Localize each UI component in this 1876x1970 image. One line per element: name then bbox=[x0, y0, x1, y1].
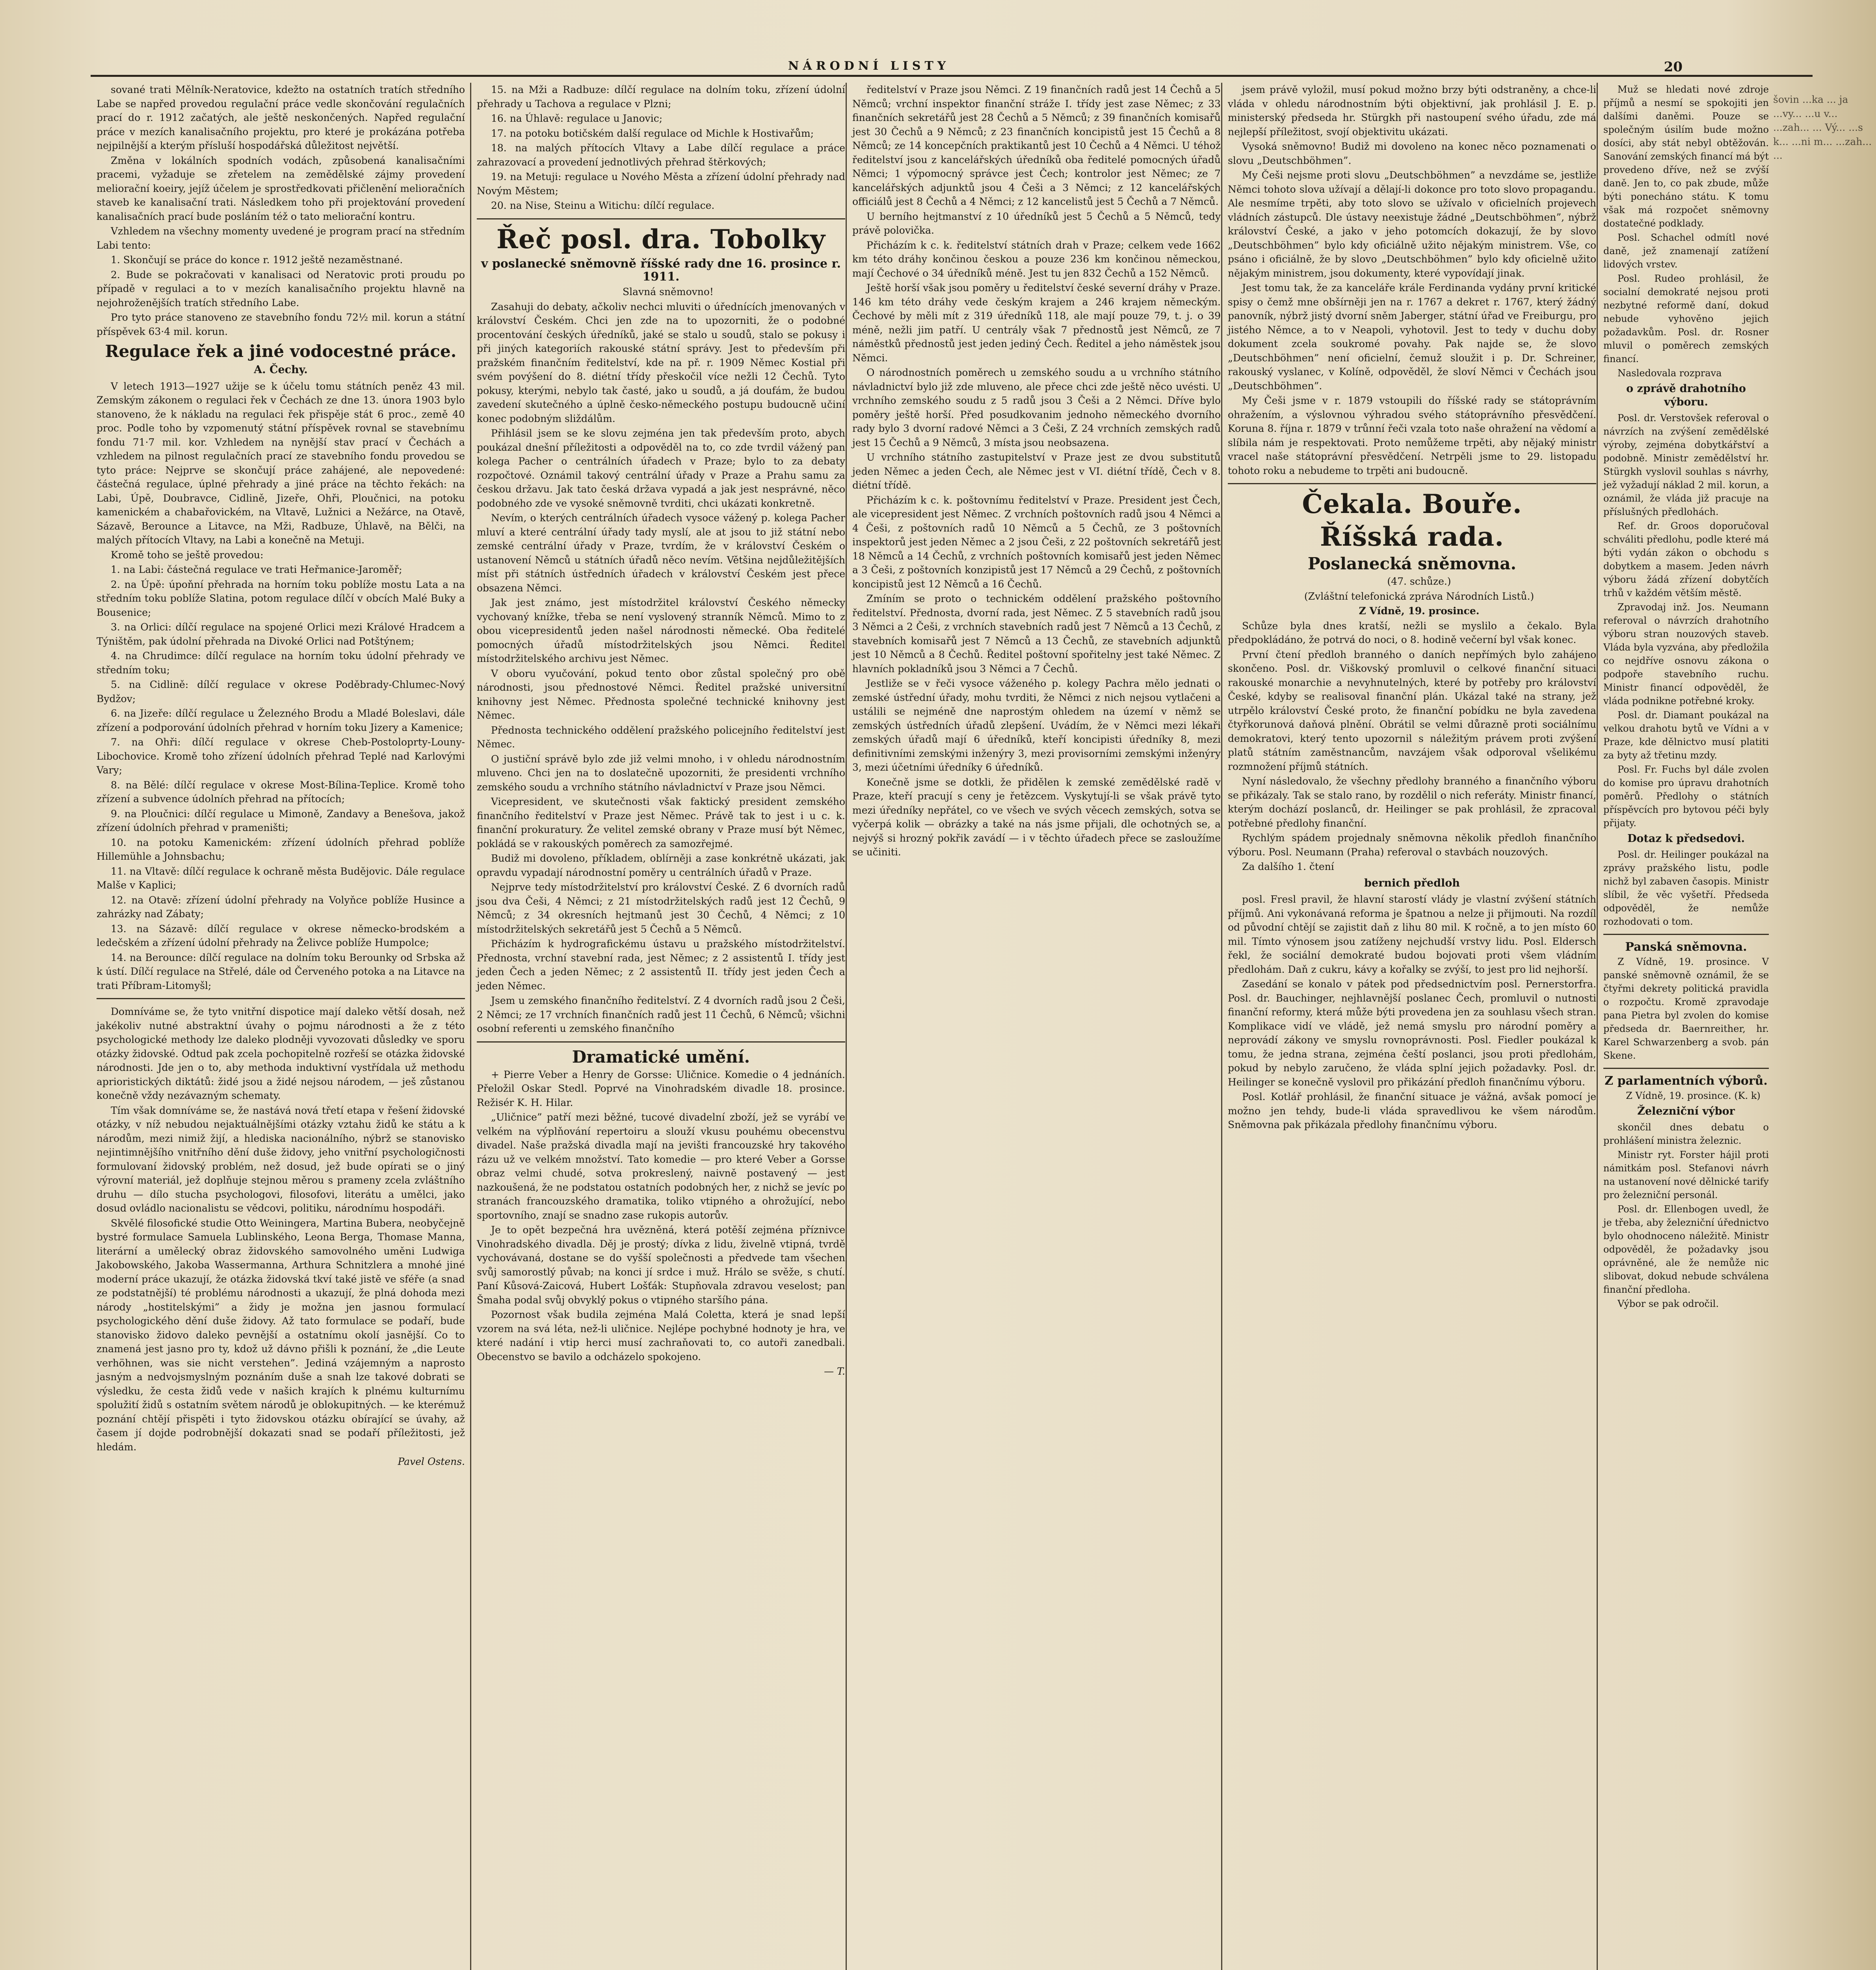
session-number: (47. schůze.) bbox=[1387, 576, 1451, 587]
paragraph: 17. na potoku botičském další regulace od Michle k Hostivařům; bbox=[491, 127, 814, 139]
headline-poslanecka: Poslanecká sněmovna. bbox=[1307, 554, 1517, 574]
paragraph: sované trati Mělník-Neratovice, kdežto na ostatních tratích středního Labe se napřed provedou regulační práce vedle skončování regulačních prací do r. 1912 začatých, ale ještě neskončených. Napřed regulační práce v mezích kanalisačního projektu, pro které je prokázána potřeba nejpilnější a kterým přísluší hospodářská důležitost největší. bbox=[97, 84, 465, 151]
paragraph: Přicházím k c. k. poštovnímu ředitelství v Praze. President jest Čech, ale vicepresident jest Němec. Z vrchních poštovních radů jsou 4 Němci a 4 Češi, z poštovních radů 10 Němců a 5 Čechů, ze 3 poštovních inspektorů jest jeden Němec a 2 jsou Češi, z 22 poštovních sekretářů jest 18 Němců a 14 Čechů, z vrchních poštovních komisařů jest jeden Němec a 3 Češi, z poštovních konzipistů jest 17 Němců a 29 Čechů, z poštovních koncipistů jest 12 Němců a 16 Čechů. bbox=[852, 494, 1221, 590]
subheadline-speech: v poslanecké sněmovně říšské rady dne 16. prosince r. 1911. bbox=[481, 257, 841, 284]
column-rule bbox=[846, 83, 847, 1970]
paragraph: My Češi jsme v r. 1879 vstoupili do říšské rady se státoprávním ohražením, a výslovnou výhradou svého státoprávního přesvědčení. Koruna 8. října r. 1879 v trůnní řeči vzala toto naše ohražení na vědomí a slíbila nám je respektovati. Proto nemůžeme trpěti, aby nějaký ministr vracel naše státoprávní přesvědčení. Netrpěli jsme to 29. listopadu tohoto roku a nebudeme to trpěti ani budoucně. bbox=[1228, 395, 1596, 476]
paragraph: 1. Skončují se práce do konce r. 1912 ještě nezaměstnané. bbox=[111, 254, 403, 266]
paragraph: Přednosta technického oddělení pražského policejního ředitelství jest Němec. bbox=[477, 724, 845, 750]
divider bbox=[1603, 1068, 1769, 1069]
paragraph: 4. na Chrudimce: dílčí regulace na horním toku údolní přehrady ve středním toku; bbox=[97, 650, 465, 676]
paragraph: Domníváme se, že tyto vnitřní dispotice mají daleko větší dosah, než jakékoliv nutné abstraktní úvahy o pojmu národnosti a že z této psychologické methody lze daleko plodněji vyvozovati důsledky ve sporu otázky židovské. Odtud pak zcela pochopitelně rozřeší se otázka židovské národnosti. Jde jen o to, aby methoda induktivní vystřídala už methodu aprioristických diktátů: židé jsou a židé nejsou národem, — ješ zůstanou konečně vždy nezávazným schematy. bbox=[97, 1006, 465, 1102]
paragraph: 16. na Úhlavě: regulace u Janovic; bbox=[491, 113, 663, 124]
paragraph: Posl. dr. Diamant poukázal na velkou drahotu bytů ve Vídni a v Praze, kde dělnictvo musí platiti za byty až třetinu mzdy. bbox=[1603, 710, 1769, 761]
subheading-bernich: bernich předloh bbox=[1364, 877, 1460, 889]
paragraph: Posl. dr. Heilinger poukázal na zprávy pražského listu, podle nichž byl zabaven časopis. Ministr slíbil, že věc vyšetří. Předseda odpověděl, že nemůže rozhodovati o tom. bbox=[1603, 849, 1769, 927]
paragraph: Je to opět bezpečná hra uvězněná, která potěší zejména příznivce Vinohradského divadla. Děj je prostý; dívka z lidu, živelně vtipná, tvrdě vychovávaná, dostane se do vyšší společnosti a předvede tam všechen svůj samorostlý půvab; na konci jí srdce i muž. Hrálo se svěže, s chutí. Paní Kůsová-Zaicová, Hubert Lošťák: Stupňovala zdravou veselost; pan Šmaha podal svůj obvyklý pokus o vtipného staršího pána. bbox=[477, 1224, 845, 1306]
session-dateline: Z Vídně, 19. prosince. bbox=[1359, 605, 1480, 617]
speech-salutation: Slavná sněmovno! bbox=[623, 286, 714, 298]
paragraph: Posl. dr. Ellenbogen uvedl, že je třeba, aby železniční úřednictvo bylo ohodnoceno náležitě. Ministr odpověděl, že požadavky jsou oprávněné, ale že nemůže nic slibovat, dokud nebude schválena finanční předloha. bbox=[1603, 1204, 1769, 1295]
paragraph: skončil dnes debatu o prohlášení ministra železnic. bbox=[1603, 1122, 1769, 1146]
article-body bbox=[852, 83, 1221, 859]
subheading-zeleznicni: Železniční výbor bbox=[1637, 1105, 1735, 1117]
paragraph: Posl. Kotlář prohlásil, že finanční situace je vážná, avšak pomocí je možno jen tehdy, bude-li vláda spravedlivou ke všem národům. Sněmovna pak přikázala předlohy finančnímu výboru. bbox=[1228, 1091, 1596, 1131]
paragraph: Muž se hledati nové zdroje příjmů a nesmí se spokojiti jen dalšími daněmi. Pouze se společným úsilím bude možno dosíci, aby stát nebyl obtěžován. Sanování zemských financí má být provedeno dříve, než se zvýší daně. Jen to, co pak zbude, může býti ponecháno státu. K tomu však má rozpočet sněmovny dostatečné podklady. bbox=[1603, 84, 1769, 229]
article-body bbox=[1603, 411, 1769, 830]
column-3 bbox=[852, 83, 1221, 860]
paragraph: 11. na Vltavě: dílčí regulace k ochraně města Budějovic. Dále regulace Malše v Kaplici; bbox=[97, 865, 465, 891]
paragraph: Nevím, o kterých centrálních úřadech vysoce vážený p. kolega Pacher mluví a které centrální úřady tady myslí, ale at jsou to již státní nebo zemské centrální úřady v Praze, tvrdím, že v království Českém o ustanovení Němců u státních úřadů něco nevím. Většina nejdůležitějších míst při státních ústředních úřadech v království Českém jest přece obsazena Němci. bbox=[477, 512, 845, 594]
paragraph: V oboru vyučování, pokud tento obor zůstal společný pro obě národnosti, jsou přednostové Němci. Ředitel pražské universitní knihovny jest Němec. Přednosta společné technické knihovny jest Němec. bbox=[477, 667, 845, 721]
article-body bbox=[1228, 892, 1596, 1132]
paragraph: 6. na Jizeře: dílčí regulace u Železného Brodu a Mladé Boleslavi, dále zřízení a podporování údolních přehrad v horním toku Jizery a Kamenice; bbox=[97, 708, 465, 733]
paragraph: Za dalšího 1. čtení bbox=[1242, 861, 1334, 873]
paragraph: Z Vídně, 19. prosince. V panské sněmovně oznámil, že se čtyřmi dekrety politická pravidla o rozpočtu. Kromě zpravodaje pana Pietra byl zvolen do komise předseda dr. Baernreither, hr. Karel Schwarzenberg a svob. pán Skene. bbox=[1603, 956, 1769, 1061]
paragraph: 2. Bude se pokračovati v kanalisaci od Neratovic proti proudu po případě v regulaci a to v mezích kanalisačního projektu hlavně na nejohroženějších tratích středního Labe. bbox=[97, 269, 465, 309]
paragraph: Konečně jsme se dotkli, že přidělen k zemské zemědělské radě v Praze, kteří pracují s ceny je řetězcem. Vyskytují-li se však právě tyto mezi úředníky nepřátel, co ve všech ve svých věcech zemských, sotva se vyčerpá kolik — obrázky a také na nás jsme přijali, dle ochotných se, a nejvýš si hrozný pokřik zavádí — i v těchto úřadech přece se zasloužíme se učiniti. bbox=[852, 776, 1221, 858]
paragraph: 20. na Nise, Steinu a Witichu: dílčí regulace. bbox=[491, 200, 715, 211]
headline-panska: Panská sněmovna. bbox=[1625, 940, 1747, 954]
paragraph: Nasledovala rozprava bbox=[1618, 368, 1722, 379]
headline-cekala: Čekala. Bouře. bbox=[1302, 489, 1522, 519]
headline-regulace: Regulace řek a jiné vodocestné práce. bbox=[105, 342, 457, 361]
article-body bbox=[97, 379, 465, 993]
paragraph: Pro tyto práce stanoveno ze stavebního fondu 72½ mil. korun a státní příspěvek 63·4 mil. korun. bbox=[97, 312, 465, 337]
paragraph: ředitelství v Praze jsou Němci. Z 19 finančních radů jest 14 Čechů a 5 Němců; vrchní inspektor finanční stráže I. třídy jest zase Němec; z 33 finančních sekretářů jest 28 Čechů a 5 Němců; z 39 finančních komisařů jest 30 Čechů a 9 Němců; z 23 finančních koncipistů jest 15 Čechů a 8 Němců; ze 14 koncepčních praktikantů jest 10 Čechů a 4 Němci. U téhož ředitelství jsou z kancelářských úředníků oba ředitelé pomocných úřadů Němci; 1 výpomocný správce jest Čech; kontrolor jest Němec; ze 7 kancelářských adjunktů jsou 4 Češi a 3 Němci; z 12 kancelářských officiálů jest 8 Čechů a 4 Němci; z 12 kancelistů jest 5 Čechů a 7 Němců. bbox=[852, 84, 1221, 207]
article-body bbox=[477, 1068, 845, 1364]
paragraph: Posl. dr. Verstovšek referoval o návrzích na zvýšení zemědělské výroby, zejména dobytkářství a podobně. Ministr zemědělství hr. Stürgkh vyslovil souhlas s návrhy, jež vyžadují náklad 2 mil. korun, a oznámil, že vláda již pracuje na příslušných předlohách. bbox=[1603, 413, 1769, 517]
column-2 bbox=[477, 83, 845, 1379]
paragraph: My Češi nejsme proti slovu „Deutschböhmen” a nevzdáme se, jestliže Němci tohoto slova užívají a dělají-li dokonce pro toto slovo propagandu. Ale nesmíme trpěti, aby toto slovo se užívalo v oficielních projevech vládních zástupců. Dle ústavy neexistuje žádné „Deutschböhmen”, nýbrž království České, a jako v jeho potomcích dokazují, že by slovo „Deutschböhmen” bylo kdy oficiálně užito nějakým ministrem. Vše, co psáno i oficiálně, že by slovo „Deutschböhmen” bylo kdy oficielně užito nějakým ministrem, jsou dokumenty, které vypovídají jinak. bbox=[1228, 169, 1596, 279]
paragraph: Přicházím k c. k. ředitelství státních drah v Praze; celkem vede 1662 km této dráhy končinou českou a pouze 236 km končinou německou, mají Čechové o 34 úředníků méně. Jest tu jen 832 Čechů a 152 Němců. bbox=[852, 239, 1221, 279]
paragraph: 7. na Ohři: dílčí regulace v okrese Cheb-Postoloprty-Louny-Libochovice. Kromě toho zřízení údolních přehrad Teplé nad Karlovými Vary; bbox=[97, 736, 465, 776]
article-body bbox=[97, 83, 465, 338]
column-5 bbox=[1603, 83, 1769, 1311]
divider bbox=[1228, 483, 1596, 484]
session-source: (Zvláštní telefonická zpráva Národních Listů.) bbox=[1304, 590, 1534, 602]
paragraph: Nyní následovalo, že všechny předlohy branného a finančního výboru se přikázaly. Tak se stalo rano, by rozdělil o nich referáty. Ministr financí, kterým dochází poslanců, dr. Heilinger se pak prohlásil, že zpracoval potřebné předlohy finanční. bbox=[1228, 775, 1596, 829]
column-rule bbox=[1221, 83, 1222, 1970]
article-body bbox=[1228, 619, 1596, 874]
paragraph: Posl. Fr. Fuchs byl dále zvolen do komise pro úpravu drahotních poměrů. Předlohy o státních příspěvcích pro bytovou péči byly přijaty. bbox=[1603, 764, 1769, 829]
headline-parlamentni-vybory: Z parlamentních výborů. bbox=[1605, 1074, 1768, 1088]
paragraph: Jak jest známo, jest místodržitel království Českého německy vychovaný knížke, třeba se není vyslovený stranník Němců. Mimo to z obou vicepresidentů jeden našel národnosti německé. Oba ředitelé pomocných úřadů místodržitelských jsou Němci. Ředitel místodržitelského archivu jest Němec. bbox=[477, 597, 845, 665]
paragraph: Nejprve tedy místodržitelství pro království České. Z 6 dvorních radů jsou dva Češi, 4 Němci; z 21 místodržitelských radů jest 12 Čechů, 9 Němců; z 34 okresních hejtmanů jest 30 Čechů, 4 Němci; z 10 místodržitelských sekretářů jest 5 Čechů a 5 Němců. bbox=[477, 881, 845, 935]
article-body bbox=[97, 1005, 465, 1454]
paragraph: Posl. Rudeo prohlásil, že socialní demokraté nejsou proti nezbytné reformě daní, dokud nebude vyhověno jejich požadavkům. Posl. dr. Rosner mluvil o poměrech zemských financí. bbox=[1603, 273, 1769, 364]
article-body bbox=[477, 300, 845, 1036]
paragraph: 18. na malých přítocích Vltavy a Labe dílčí regulace a práce zahrazovací a provedení jednotlivých přehrad štěrkových; bbox=[477, 142, 845, 168]
paragraph: U berního hejtmanství z 10 úředníků jest 5 Čechů a 5 Němců, tedy právě polovička. bbox=[852, 210, 1221, 236]
paragraph: Ještě horší však jsou poměry u ředitelství české severní dráhy v Praze. 146 km této dráhy vede českým krajem a 246 krajem německým. Čechové by měli mít z 319 úředníků 118, ale mají pouze 79, t. j. o 39 méně, nežli jim patří. U centrály však 7 přednostů jest Němců, ze 7 náměstků přednostů jest jeden jediný Čech. Ředitel a jeho náměstek jsou Němci. bbox=[852, 282, 1221, 364]
paragraph: Výbor se pak odročil. bbox=[1618, 1298, 1719, 1309]
paragraph: 19. na Metuji: regulace u Nového Města a zřízení údolní přehrady nad Novým Městem; bbox=[477, 171, 845, 197]
column-1 bbox=[97, 83, 465, 1470]
paragraph: 1. na Labi: částečná regulace ve trati Heřmanice-Jaroměř; bbox=[111, 564, 402, 576]
paragraph: Vysoká sněmovno! Budiž mi dovoleno na konec něco poznamenati o slovu „Deutschböhmen”. bbox=[1228, 141, 1596, 166]
masthead bbox=[91, 59, 1813, 77]
paragraph: Rychlým spádem projednaly sněmovna několik předloh finančního výboru. Posl. Neumann (Praha) referoval o stavbách nouzových. bbox=[1228, 832, 1596, 858]
parl-dateline: Z Vídně, 19. prosince. (K. k) bbox=[1626, 1090, 1761, 1101]
paragraph: 10. na potoku Kamenickém: zřízení údolních přehrad poblíže Hillemühle a Johnsbachu; bbox=[97, 836, 465, 862]
paragraph: Vicepresident, ve skutečnosti však faktický president zemského finančního ředitelství v Praze jest Němec. Právě tak to jest i u c. k. finanční prokuratury. Že velitel zemské obrany v Praze musí být Němec, pokládá se v rakouských poměrech za samozřejmé. bbox=[477, 796, 845, 849]
paragraph: 3. na Orlici: dílčí regulace na spojené Orlici mezi Králové Hradcem a Týništěm, pak údolní přehrada na Divoké Orlici nad Potštýnem; bbox=[97, 621, 465, 647]
paragraph: 12. na Otavě: zřízení údolní přehrady na Volyňce poblíže Husince a zahrázky nad Zábaty; bbox=[97, 894, 465, 920]
paragraph: Tím však domníváme se, že nastává nová třetí etapa v řešení židovské otázky, v níž nebudou nejaktuálnějšími otázky vztahu židů ke státu a k národům, mezi nimiž žijí, a hlediska nacionálního, nýbrž se stanovisko nejintimnějšího vnitřního dění duše židovy, jeho vnitřní psychologičnosti formulovaní židovský problém, než dosud, jež bude opírati se o jiný výrovní materiál, jež doplňuje stejnou měrou s prameny zcela zvláštního druhu — dílo stucha psychologovi, filosofovi, literátu a umělci, jako dosud ovládlo nacionalistu se vědcovi, politiku, národnímu hospodáři. bbox=[97, 1104, 465, 1214]
paragraph: Pozornost však budila zejména Malá Coletta, která je snad lepší vzorem na svá léta, než-li uličnice. Nejlépe pochybné hodnoty je hra, ve které nadání i vtip herci musí zachraňovati to, co autoři zanedbali. Obecenstvo se bavilo a odcházelo spokojeno. bbox=[477, 1309, 845, 1362]
paragraph: 13. na Sázavě: dílčí regulace v okrese německo-brodském a ledečském a zřízení údolní přehrady na Želivce poblíže Humpolce; bbox=[97, 923, 465, 949]
paragraph: Skvělé filosofické studie Otto Weiningera, Martina Bubera, neobyčejně bystré formulace Samuela Lublinského, Leona Berga, Thomase Manna, literární a umělecký obraz židovského samovolného uměni Ludwiga Jakobowského, Jakoba Wassermanna, Arthura Schnitzlera a mnohé jiné moderní práce ukazují, že otázka židovská tkví také jistě ve sféře (a snad ze podstatnější) té problému národnosti a ukazují, že plná dohoda mezi národy „hostitelskými” a židy je možna jen jasnou formulací psychologického dění duše židovy. Až tato formulace se podaří, bude stanovisko židovo daleko pevnější a ostatnímu okolí jasnější. Co to znamená jest jasno pro ty, kdož už dávno přišli k poznání, že „die Leute verhöhnen, was sie nicht verstehen”. Jediná vzájemným a naprosto jasným a nedvojsmyslným poznáním duše a snah lze takové dobrati se výsledku, že cesta židů vede v našich krajích k plnému kulturnímu spolužití židů s ostatním světem národů je oblokupitných. — ke kterémuž poznání chtějí přispěti i tyto židovskou otázku obírající se úvahy, až časem jí dojde podrobnější dokazati snad se podaří příležitosti, jež hledám. bbox=[97, 1217, 465, 1453]
article-body bbox=[1603, 83, 1769, 380]
paragraph: 15. na Mži a Radbuze: dílčí regulace na dolním toku, zřízení údolní přehrady u Tachova a regulace v Plzni; bbox=[477, 84, 845, 110]
paragraph: Vzhledem na všechny momenty uvedené je program prací na středním Labi tento: bbox=[97, 225, 465, 251]
paragraph: V letech 1913—1927 užije se k účelu tomu státních peněz 43 mil. Zemským zákonem o regulaci řek v Čechách ze dne 13. února 1903 bylo stanoveno, že k nákladu na regulaci řek přispěje stát 6 proc., země 40 proc. Podle toho by vzpomenutý státní příspěvek rovnal se stavebnímu fondu 71·7 mil. kor. Vzhledem na nynější stav prací v Čechách a vzhledem na pilnost regulačních prací ze stavebního fondu provedou se tyto práce: Nejprve se skončují práce zahájené, ale nepovedené: částečná regulace, úplné přehrady a jiné práce na těchto řekách: na Labi, Úpě, Doubravce, Cidlině, Jizeře, Ohři, Ploučnici, na potoku kamenickém a chabařovickém, na Vltavě, Lužnici a Nežárce, na Otavě, Sázavě, Berounce a Litavce, na Mži, Radbuze, Úhlavě, na Bělči, na malých přítocích Vltavy, na Labi a konečně na Metuji. bbox=[97, 380, 465, 546]
article-body bbox=[1603, 1121, 1769, 1310]
column-rule bbox=[1597, 83, 1598, 1970]
paragraph: posl. Fresl pravil, že hlavní starostí vlády je vlastní zvýšení státních příjmů. Ani vykonávaná reforma je špatnou a nelze ji přijmouti. Na rozdíl od původní chtějí se zajistit daň z lihu 80 mil. K ročně, a to jen místo 60 mil. Tímto výnosem jsou zatíženy nejchudší vrstvy lidu. Posl. Eldersch řekl, že sociální demokraté budou bojovati proti všem vládním předlohám. Daň z cukru, kávy a kořalky se zvýší, to jest pro lid nejhorší. bbox=[1228, 894, 1596, 975]
column-rule bbox=[470, 83, 471, 1970]
paragraph: 2. na Úpě: úpoňní přehrada na horním toku poblíže mostu Lata a na středním toku poblíže Slatina, potom regulace dílčí v obcích Malé Buky a Bousenice; bbox=[97, 578, 465, 618]
page-number: 20 bbox=[1664, 59, 1683, 75]
article-body bbox=[477, 83, 845, 213]
headline-theater: Dramatické umění. bbox=[572, 1047, 750, 1067]
paragraph: Zpravodaj inž. Jos. Neumann referoval o návrzích drahotního výboru stran nouzových staveb. Vláda byla vyzvána, aby předložila co nejdříve osnovu zákona o podpoře stavebního ruchu. Ministr financí odpověděl, že vláda podnikne potřebné kroky. bbox=[1603, 602, 1769, 706]
paragraph: O justiční správě bylo zde již velmi mnoho, i v ohledu národnostním mluveno. Chci jen na to doslatečně upozorniti, že presidenti vrchního zemského soudu a vrchního státního návladnictví v Praze jsou Němci. bbox=[477, 753, 845, 793]
paragraph: 9. na Ploučnici: dílčí regulace u Mimoně, Zandavy a Benešova, jakož zřízení údolních přehrad v prameništi; bbox=[97, 808, 465, 834]
article-body bbox=[1228, 83, 1596, 478]
paragraph: Jsem u zemského finančního ředitelství. Z 4 dvorních radů jsou 2 Češi, 2 Němci; ze 17 vrchních finančních radů jest 11 Čechů, 6 Němců; všichni osobní referenti u zemského finančního bbox=[477, 995, 845, 1035]
divider bbox=[477, 1041, 845, 1043]
paragraph: Přihlásil jsem se ke slovu zejména jen tak především proto, abych poukázal dnešní příležitosti a odpověděl na to, co zde tvrdil vážený pan kolega Pacher o centrálních úřadech v Praze; bylo to za debaty rozpočtové. Oznámil takový centrální úřady v Praze a Prahu samu za českou državu. Jak tato česká država vypadá a jak jest nesprávné, něco podobného zde ve vysoké sněmovně tvrditi, chci ukázati konkretně. bbox=[477, 427, 845, 509]
paragraph: 5. na Cidlině: dílčí regulace v okrese Poděbrady-Chlumec-Nový Bydžov; bbox=[97, 679, 465, 704]
article-body bbox=[1603, 955, 1769, 1062]
paragraph: U vrchního státního zastupitelství v Praze jest ze dvou substitutů jeden Němec a jeden Čech, ale Němec jest v VI. diétní třídě, Čech v 8. diétní třídě. bbox=[852, 452, 1221, 491]
author-signature: Pavel Ostens. bbox=[398, 1456, 465, 1468]
divider bbox=[1603, 934, 1769, 935]
paragraph: Ministr ryt. Forster hájil proti námitkám posl. Stefanovi návrh na ustanovení nové dělnické tarify pro železniční personál. bbox=[1603, 1149, 1769, 1201]
paragraph: 8. na Bělé: dílčí regulace v okrese Most-Bílina-Teplice. Kromě toho zřízení a subvence údolních přehrad na přítocích; bbox=[97, 779, 465, 805]
masthead-title: NÁRODNÍ LISTY bbox=[788, 59, 950, 73]
headline-speech: Řeč posl. dra. Tobolky bbox=[496, 223, 826, 255]
paragraph: Jestliže se v řeči vysoce váženého p. kolegy Pachra mělo jednati o zemské ústřední úřady, mohu tvrditi, že Němci z nich nejsou vytlačeni a ustálili se nejméně dne naprostým ohledem na území v němž se zemských ústředních úřadů zlepšení. Uvádím, že v Němci mezi lékaři zemských úřadů mají 6 úředníků, kteří koncipisti úředníky 8, mezi definitivními zemskými inženýry 3, mezi provisorními zemskými inženýry 3, mezi účetními úředníky 6 úředníků. bbox=[852, 678, 1221, 773]
paragraph: Změna v lokálních spodních vodách, způsobená kanalisačními pracemi, vyžaduje se zřetelem na zemědělské zájmy provedení meliorační koeiry, jejíž účelem je sprostředkovati přičlenění melioračních staveb ke kanalisační trati. Následkem toho při projektování provedení kanalisačních prací bude posláním též o tato meliorační kontru. bbox=[97, 154, 465, 222]
headline-risska-rada: Říšská rada. bbox=[1320, 521, 1504, 552]
divider bbox=[477, 218, 845, 219]
paragraph: Přicházím k hydrografickému ústavu u pražského místodržitelství. Přednosta, vrchní stavební rada, jest Němec; z 2 assistentů I. třídy jest jeden Čech a jeden Němec; z 2 assistentů II. třídy jest jeden Čech a jeden Němec. bbox=[477, 938, 845, 992]
paragraph: Schůze byla dnes kratší, nežli se myslilo a čekalo. Byla předpokládáno, že potrvá do noci, o 8. hodině večerní byl však konec. bbox=[1228, 620, 1596, 646]
paragraph: jsem právě vyložil, musí pokud možno brzy býti odstraněny, a chce-li vláda v ohledu národnostním býti objektivní, jak prohlásil J. E. p. ministerský předseda hr. Stürgkh při nastoupení svého úřadu, zde má nejlepší příležitost, svojí objektivitu ukázati. bbox=[1228, 84, 1596, 138]
adjacent-page-edge bbox=[1773, 83, 1876, 173]
paragraph: „Uličnice” patří mezi běžné, tucové divadelní zboží, jež se vyrábí ve velkém na výplňování repertoiru a slouží vkusu pouhému obecenstvu divadel. Naše pražská divadla mají na jevišti francouzské hry takového rázu už ve velkém množství. Tato komedie — pro které Veber a Gorsse obraz velmi chudé, sotva prokreslený, naivně postavený — jest nazkoušená, že ne podstatou ostatních podobných her, z nichž se jevíc po stranách francouzského dramatika, toliko vtipného a ohrožující, nebo sportovního, znají se snadno zase rukopis autorův. bbox=[477, 1111, 845, 1221]
paragraph: Budiž mi dovoleno, příkladem, oblírněji a zase konkrétně ukázati, jak opravdu vypadají národnostní poměry u centrálních úřadů v Praze. bbox=[477, 853, 845, 878]
article-body bbox=[1603, 848, 1769, 928]
paragraph: Ref. dr. Groos doporučoval schváliti předlohu, podle které má býti vydán zákon o obchodu s dobytkem a masem. Jeden návrh výboru žádá zřízení dobytčích trhů v každém větším městě. bbox=[1603, 520, 1769, 598]
paragraph: První čtení předloh branného o daních nepřímých bylo zahájeno skončeno. Posl. dr. Viškovský promluvil o celkové finanční situaci rakouské monarchie a nevyhnutelných, které by potřeby pro království České, kdyby se realisoval finanční plán. Ukázal také na strany, jež utrpělo království České proto, že finanční pobídku ne byla zavedena čtyřkorunová daňová plnění. Obrátil se velmi důrazně proti sociálnímu demokratovi, který tento upozornil s náležitým právem proti zvýšení platů státním zaměstnancům, navzájem však odporoval všelikému rozmnožení příjmů státních. bbox=[1228, 649, 1596, 772]
subheading-dotaz: Dotaz k předsedovi. bbox=[1627, 833, 1745, 845]
column-4 bbox=[1228, 83, 1596, 1133]
divider bbox=[97, 998, 465, 999]
paragraph: + Pierre Veber a Henry de Gorsse: Uličnice. Komedie o 4 jednáních. Přeložil Oskar Stedl. Poprvé na Vinohradském divadle 18. prosince. Režisér K. H. Hilar. bbox=[477, 1069, 845, 1108]
edge-text: šovin ...ka ... ja ...vy... ...u v... ...zah... ... Vý... ...s k... ...ni m... ...zah... ... bbox=[1773, 94, 1872, 161]
author-signature: — T. bbox=[824, 1366, 845, 1377]
paragraph: Zasedání se konalo v pátek pod předsednictvím posl. Pernerstorfra. Posl. dr. Bauchinger, nejhlavnější poslanec Čech, promluvil o nutnosti finanční reformy, která může býti provedena jen za souhlasu všech stran. Komplikace vidí ve vládě, jež nemá smyslu pro národní poměry a neprovádí zákony ve smyslu rovnoprávnosti. Posl. Fiedler poukázal k tomu, že jedna strana, zejména čeští poslanci, jsou proti předlohám, pokud by nebylo zaručeno, že vláda splní jejich požadavky. Posl. dr. Heilinger se konečně vyslovil pro přikázání předloh finančnímu výboru. bbox=[1228, 978, 1596, 1088]
paragraph: Zmíním se proto o technickém oddělení pražského poštovního ředitelství. Přednosta, dvorní rada, jest Němec. Z 5 stavebních radů jsou 3 Němci a 2 Češi, z vrchních stavebních radů jest 7 Němců a 13 Čechů, z stavebních komisařů jest 7 Němců a 13 Čechů, ze stavebních adjunktů jest 10 Němců a 8 Čechů. Ředitel poštovní spořitelny jest také Němec. Z hlavních pokladníků jsou 3 Němci a 7 Čechů. bbox=[852, 593, 1221, 675]
paragraph: Kromě toho se ještě provedou: bbox=[111, 549, 264, 561]
subheading-branny: o zprávě drahotního výboru. bbox=[1626, 383, 1746, 408]
paragraph: Zasahuji do debaty, ačkoliv nechci mluviti o úřednících jmenovaných v království Českém. Chci jen zde na to upozorniti, že o podobné procentování českých úředníků, jaké se stalo u soudů, stalo se pokusy i při jiných kategoriích rakouské státní správy. Jest to především při pražském finančním ředitelství, kde na př. r. 1909 Němec Kostial při svém povýšení do 8. diétní třídy přeskočil více nežli 12 Čechů. Tyto pokusy, kterými, nebylo tak časté, jako u soudů, a já doufám, že budou zavedení skutečného a úplně česko-německého postupu budoucně učiní konec podobným sliždálům. bbox=[477, 301, 845, 424]
paragraph: O národnostních poměrech u zemského soudu a u vrchního státního návladnictví bylo již zde mluveno, ale přece chci zde ještě něco uvésti. U vrchního zemského soudu z 5 radů jsou 3 Češi a 2 Němci. Dříve bylo poměry ještě horší. Před posudkovanim jednoho německého dvorního rady bylo 3 dvorní radové Němci a 3 Češi, Z 24 vrchních zemských radů jest 15 Čechů a 9 Němců, 3 místa jsou neobsazena. bbox=[852, 367, 1221, 448]
paragraph: Posl. Schachel odmítl nové daně, jež znamenají zatížení lidových vrstev. bbox=[1603, 232, 1769, 270]
paragraph: 14. na Berounce: dílčí regulace na dolním toku Berounky od Srbska až k ústí. Dílčí regulace na Střelé, dále od Červeného potoka a na Litavce na trati Příbram-Litomyšl; bbox=[97, 952, 465, 991]
paragraph: Jest tomu tak, že za kanceláře krále Ferdinanda vydány první kritické spisy o čemž mne obšírněji jen na r. 1767 a dekret r. 1767, který žádný panovník, nýbrž jistý dvorní sněm Jaberger, státní úřad ve Freiburgu, pro jistého Němce, a to v Neapoli, vyhotovil. Jest to tedy v duchu doby dokument zcela soukromé povahy. Pak najde se, že slovo „Deutschböhmen” není oficielní, čemuž sloužit i p. Dr. Schreiner, rakouský vyslanec, v Kolíně, odpověděl, že sloví Němci v Čechách jsou „Deutschböhmen”. bbox=[1228, 282, 1596, 392]
subheading-cechy: A. Čechy. bbox=[254, 364, 308, 376]
